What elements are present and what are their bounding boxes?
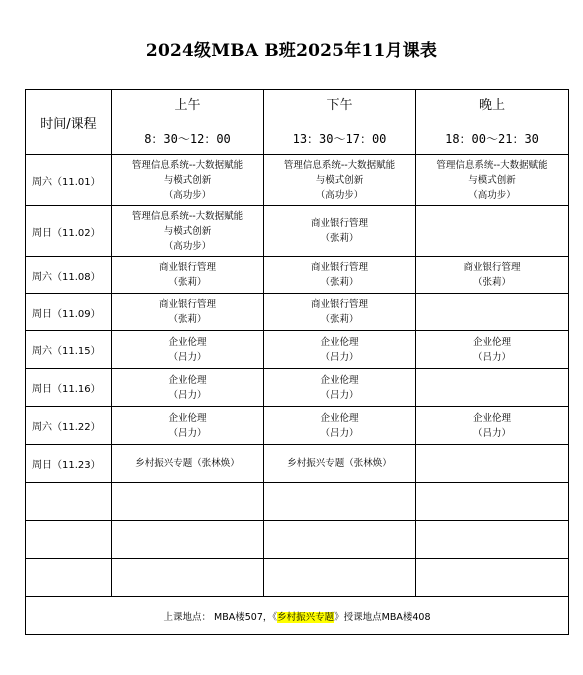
location-note	[26, 597, 569, 635]
day-cell: 周六（11.22）	[26, 407, 112, 445]
course-line: 与模式创新	[163, 225, 212, 237]
day-cell: 周日（11.09）	[26, 294, 112, 331]
course-cell-evening	[416, 206, 569, 257]
schedule-row	[26, 331, 569, 369]
course-line: 企业伦理	[168, 374, 207, 386]
course-cell-evening	[416, 155, 569, 206]
course-line: 与模式创新	[315, 174, 364, 186]
course-line: 乡村振兴专题（张林焕）	[135, 458, 240, 469]
course-line: 企业伦理	[168, 336, 207, 348]
course-line: 管理信息系统--大数据赋能	[436, 159, 548, 171]
schedule-row	[26, 294, 569, 331]
course-cell-morning	[112, 521, 264, 559]
day-cell: 周六（11.15）	[26, 331, 112, 369]
footer-row	[26, 597, 569, 635]
course-line: 企业伦理	[472, 412, 511, 424]
course-cell-afternoon	[264, 206, 416, 257]
course-cell-evening	[416, 257, 569, 294]
day-cell: 周日（11.16）	[26, 369, 112, 407]
course-line: （吕力）	[168, 427, 207, 439]
course-cell-afternoon	[264, 257, 416, 294]
course-line: （张莉）	[472, 277, 511, 288]
course-cell-afternoon	[264, 369, 416, 407]
course-line: （吕力）	[320, 389, 359, 401]
schedule-row	[26, 559, 569, 597]
course-cell-evening	[416, 521, 569, 559]
course-cell-afternoon	[264, 445, 416, 483]
course-line: 管理信息系统--大数据赋能	[283, 159, 396, 171]
course-cell-afternoon	[264, 483, 416, 521]
course-cell-afternoon	[264, 559, 416, 597]
course-cell-evening	[416, 559, 569, 597]
course-cell-evening	[416, 483, 569, 521]
course-cell-evening	[416, 407, 569, 445]
course-cell-evening	[416, 445, 569, 483]
schedule-row	[26, 206, 569, 257]
course-line: 商业银行管理	[310, 262, 368, 273]
course-cell-morning	[112, 483, 264, 521]
course-line: （吕力）	[320, 427, 359, 439]
course-cell-morning	[112, 445, 264, 483]
course-line: 商业银行管理	[158, 299, 216, 310]
header-row	[26, 90, 569, 155]
course-cell-morning	[112, 559, 264, 597]
course-line: （张莉）	[320, 233, 359, 244]
course-line: 企业伦理	[168, 412, 207, 424]
course-line: （张莉）	[168, 314, 207, 325]
header-afternoon	[264, 90, 416, 155]
course-line: 管理信息系统--大数据赋能	[131, 210, 244, 222]
course-line: （吕力）	[472, 351, 511, 363]
course-line: （吕力）	[472, 427, 511, 439]
schedule-row	[26, 369, 569, 407]
period-name: 下午	[326, 97, 353, 113]
course-line: 企业伦理	[320, 412, 359, 424]
period-name: 晚上	[478, 97, 505, 113]
course-line: 商业银行管理	[310, 299, 368, 310]
course-line: （高功步）	[163, 240, 212, 252]
header-morning	[112, 90, 264, 155]
day-cell	[26, 559, 112, 597]
course-cell-morning	[112, 369, 264, 407]
course-cell-evening	[416, 369, 569, 407]
course-line: （吕力）	[320, 351, 359, 363]
course-line: 管理信息系统--大数据赋能	[131, 159, 244, 171]
course-cell-evening	[416, 331, 569, 369]
day-cell: 周日（11.23）	[26, 445, 112, 483]
course-line: （吕力）	[168, 351, 207, 363]
course-line: （高功步）	[163, 189, 212, 201]
period-time: 8：30～12：00	[144, 131, 231, 146]
course-cell-morning	[112, 294, 264, 331]
highlighted-course-name: 乡村振兴专题	[277, 611, 335, 623]
period-time: 18：00～21：30	[445, 131, 539, 146]
course-line: 企业伦理	[320, 374, 359, 386]
header-corner: 时间/课程	[26, 90, 112, 155]
course-line: 商业银行管理	[158, 262, 216, 273]
course-line: （高功步）	[315, 189, 364, 201]
schedule-table	[25, 89, 569, 635]
course-cell-afternoon	[264, 407, 416, 445]
course-cell-morning	[112, 257, 264, 294]
day-cell: 周六（11.01）	[26, 155, 112, 206]
course-cell-evening	[416, 294, 569, 331]
period-name: 上午	[174, 97, 201, 113]
course-cell-morning	[112, 206, 264, 257]
course-cell-morning	[112, 155, 264, 206]
course-cell-afternoon	[264, 521, 416, 559]
schedule-row	[26, 155, 569, 206]
day-cell	[26, 483, 112, 521]
course-line: （张莉）	[168, 277, 207, 288]
course-line: 与模式创新	[163, 174, 212, 186]
course-line: （高功步）	[468, 189, 516, 201]
course-line: 商业银行管理	[310, 218, 368, 229]
period-time: 13：30～17：00	[292, 131, 387, 146]
course-cell-afternoon	[264, 294, 416, 331]
course-line: 与模式创新	[468, 174, 516, 186]
course-cell-morning	[112, 407, 264, 445]
schedule-row	[26, 445, 569, 483]
schedule-row	[26, 521, 569, 559]
course-line: （张莉）	[320, 314, 359, 325]
course-line: （吕力）	[168, 389, 207, 401]
schedule-row	[26, 483, 569, 521]
course-line: （张莉）	[320, 277, 359, 288]
day-cell: 周日（11.02）	[26, 206, 112, 257]
course-cell-afternoon	[264, 331, 416, 369]
day-cell	[26, 521, 112, 559]
header-evening	[416, 90, 569, 155]
course-line: 乡村振兴专题（张林焕）	[287, 458, 392, 469]
location-prefix: 上课地点： MBA楼507，《	[163, 611, 278, 623]
location-suffix: 》授课地点MBA楼408	[334, 611, 431, 623]
course-cell-morning	[112, 331, 264, 369]
course-line: 企业伦理	[320, 336, 359, 348]
page-title: 2024级MBA B班2025年11月课表	[145, 41, 438, 61]
course-line: 商业银行管理	[463, 262, 521, 273]
course-cell-afternoon	[264, 155, 416, 206]
course-line: 企业伦理	[472, 336, 511, 348]
schedule-row	[26, 257, 569, 294]
day-cell: 周六（11.08）	[26, 257, 112, 294]
schedule-row	[26, 407, 569, 445]
